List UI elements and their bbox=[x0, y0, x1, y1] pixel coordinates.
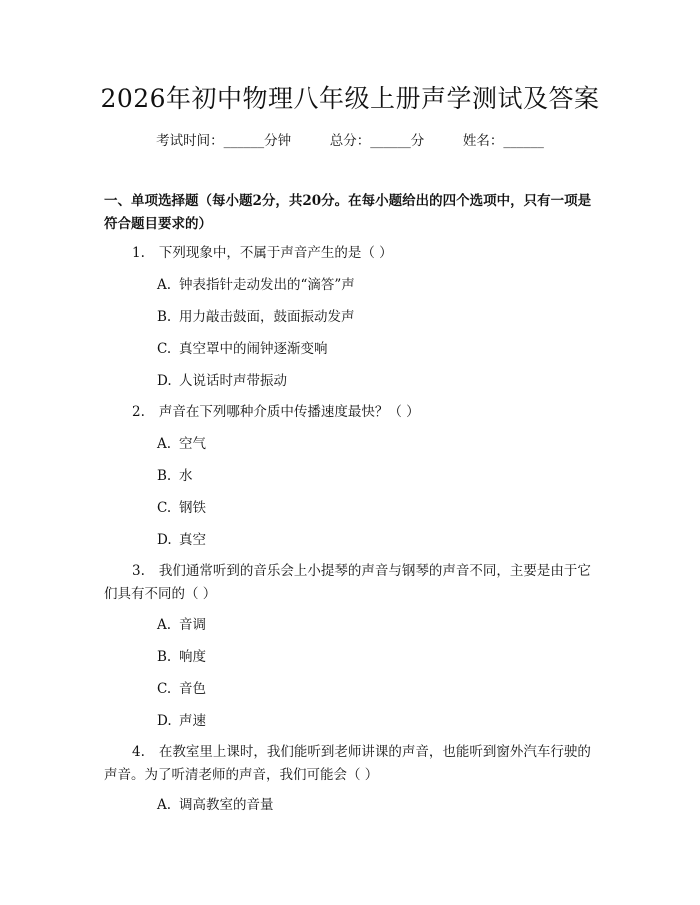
option-text: 调高教室的音量 bbox=[179, 797, 274, 813]
option-letter: D. bbox=[157, 532, 172, 548]
option-2d bbox=[157, 530, 597, 550]
exam-time-unit: 分钟 bbox=[264, 133, 292, 149]
option-text: 水 bbox=[179, 468, 193, 484]
option-1b bbox=[157, 307, 597, 327]
option-letter: C. bbox=[157, 500, 172, 516]
question-text: 我们通常听到的音乐会上小提琴的声音与钢琴的声音不同，主要是由于它们具有不同的（ ） bbox=[104, 563, 591, 602]
option-letter: D. bbox=[157, 373, 172, 389]
question-text: 声音在下列哪种介质中传播速度最快？（ ） bbox=[158, 404, 420, 420]
question-text: 在教室里上课时，我们能听到老师讲课的声音，也能听到窗外汽车行驶的声音。为了听清老师的声音，我们可能会（ ） bbox=[104, 744, 591, 783]
question-number: 3. bbox=[132, 563, 145, 579]
exam-time-label: 考试时间： bbox=[156, 133, 224, 149]
option-text: 响度 bbox=[179, 649, 206, 665]
question-1 bbox=[104, 242, 604, 265]
option-3c bbox=[157, 679, 597, 699]
page-title: 2026年初中物理八年级上册声学测试及答案 bbox=[100, 84, 600, 113]
option-letter: B. bbox=[157, 468, 172, 484]
option-2c bbox=[157, 498, 597, 518]
question-number: 1. bbox=[132, 245, 145, 261]
total-score-blank: ______ bbox=[370, 133, 411, 149]
option-text: 声速 bbox=[179, 713, 206, 729]
option-4a bbox=[157, 795, 597, 815]
option-3b bbox=[157, 647, 597, 667]
option-text: 钟表指针走动发出的“滴答”声 bbox=[179, 277, 355, 293]
option-text: 真空罩中的闹钟逐渐变响 bbox=[179, 341, 328, 357]
question-2 bbox=[104, 401, 604, 424]
option-letter: A. bbox=[157, 617, 172, 633]
option-3d bbox=[157, 711, 597, 731]
option-3a bbox=[157, 615, 597, 635]
question-number: 4. bbox=[132, 744, 145, 760]
question-4 bbox=[104, 741, 604, 787]
option-text: 钢铁 bbox=[179, 500, 206, 516]
option-letter: C. bbox=[157, 681, 172, 697]
option-text: 人说话时声带振动 bbox=[179, 373, 287, 389]
section-heading: 一、单项选择题（每小题2分，共20分。在每小题给出的四个选项中，只有一项是符合题目要求的） bbox=[104, 193, 592, 232]
option-letter: A. bbox=[157, 436, 172, 452]
exam-info-line bbox=[0, 131, 700, 151]
total-score-unit: 分 bbox=[410, 133, 425, 149]
question-text: 下列现象中，不属于声音产生的是（ ） bbox=[158, 245, 393, 261]
option-2a bbox=[157, 434, 597, 454]
option-1d bbox=[157, 371, 597, 391]
option-text: 音调 bbox=[179, 617, 206, 633]
name-label: 姓名： bbox=[462, 133, 504, 149]
option-letter: A. bbox=[157, 277, 172, 293]
option-letter: A. bbox=[157, 797, 172, 813]
option-text: 空气 bbox=[179, 436, 206, 452]
question-3 bbox=[104, 560, 604, 606]
option-1c bbox=[157, 339, 597, 359]
option-text: 用力敲击鼓面，鼓面振动发声 bbox=[179, 309, 355, 325]
option-letter: B. bbox=[157, 309, 172, 325]
name-blank: ______ bbox=[503, 133, 544, 149]
exam-time-blank: ______ bbox=[223, 133, 265, 149]
option-text: 真空 bbox=[179, 532, 206, 548]
option-letter: D. bbox=[157, 713, 172, 729]
option-letter: C. bbox=[157, 341, 172, 357]
option-1a bbox=[157, 275, 597, 295]
question-number: 2. bbox=[132, 404, 145, 420]
option-2b bbox=[157, 466, 597, 486]
option-text: 音色 bbox=[179, 681, 206, 697]
option-letter: B. bbox=[157, 649, 172, 665]
total-score-label: 总分： bbox=[329, 133, 371, 149]
